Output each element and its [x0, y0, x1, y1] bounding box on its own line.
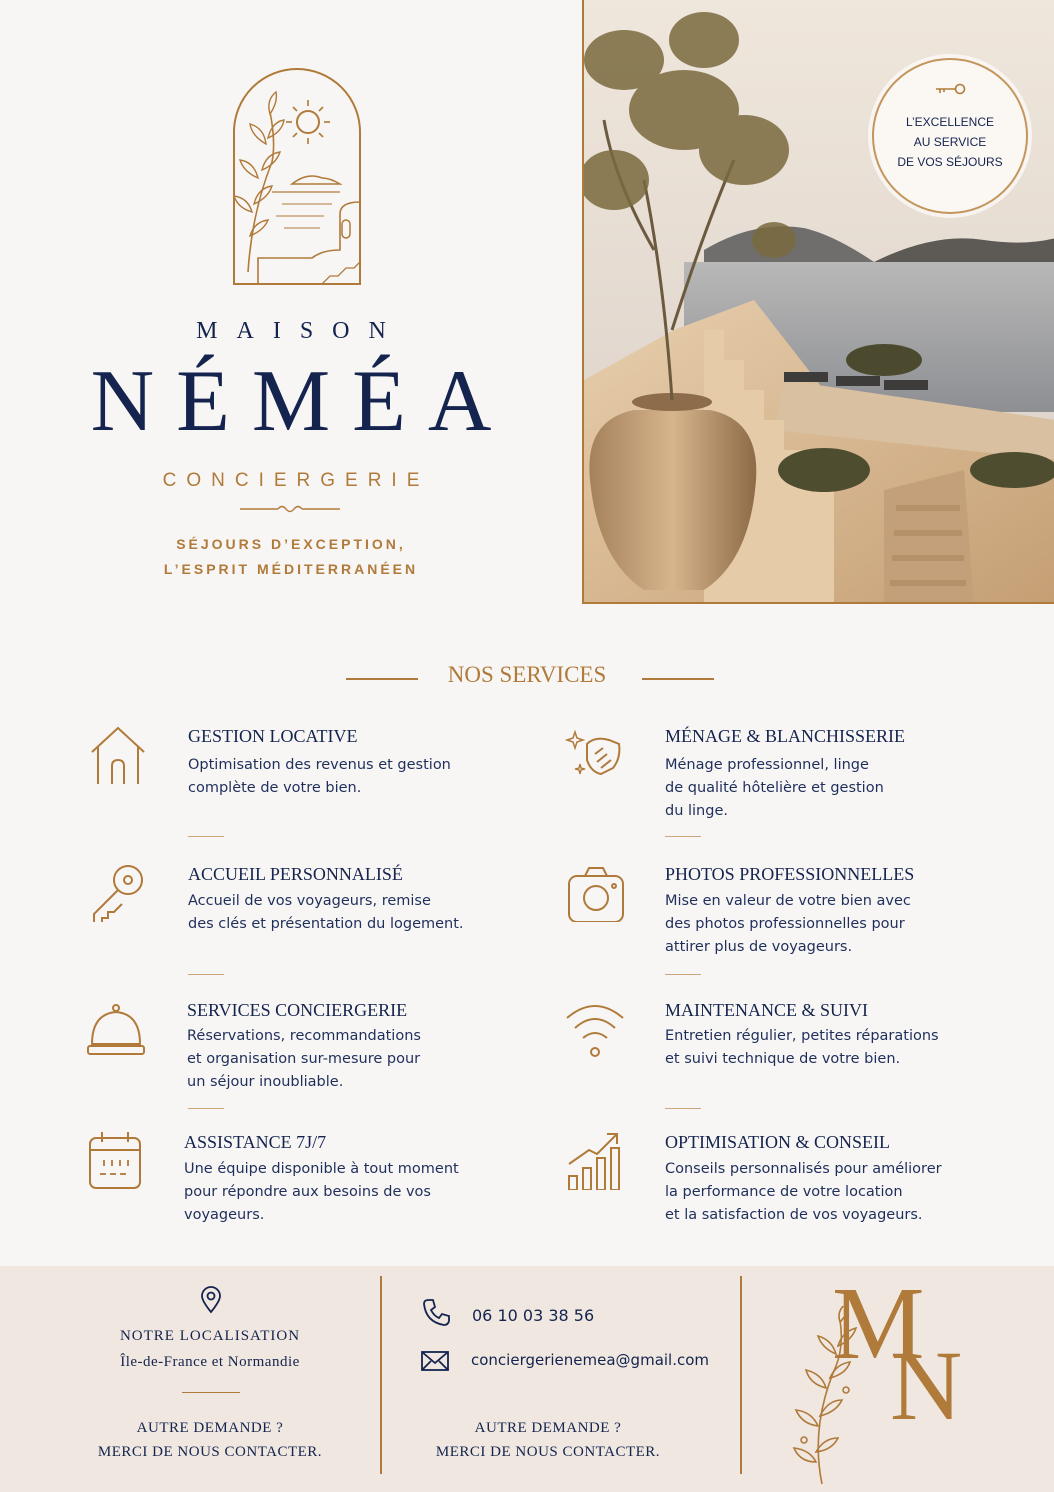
camera-icon: [565, 862, 625, 922]
cleaning-icon: [565, 724, 625, 784]
phone-icon[interactable]: [422, 1298, 450, 1326]
service-title: OPTIMISATION & CONSEIL: [665, 1132, 890, 1152]
tagline: [0, 532, 582, 582]
separator: [188, 1108, 224, 1109]
location-pin-icon: [200, 1286, 222, 1314]
brand-name: NÉMÉA: [90, 353, 514, 450]
wave-ornament-icon: [240, 502, 340, 516]
separator: [188, 836, 224, 837]
monogram-m: M: [832, 1266, 925, 1381]
footer-divider-right: [740, 1276, 742, 1474]
service-item-photos: [565, 862, 985, 962]
service-desc: Une équipe disponible à tout moment pour répondre aux besoins de vos voyageurs.: [184, 1161, 459, 1223]
service-desc: Réservations, recommandations et organisation sur-mesure pour un séjour inoubliable.: [187, 1028, 421, 1090]
badge-text: L’EXCELLENCE AU SERVICE DE VOS SÉJOURS: [897, 115, 1003, 169]
service-item-menage: [565, 724, 985, 824]
service-item-maintenance: [565, 998, 985, 1098]
monogram-logo: [770, 1266, 1030, 1492]
services-heading: [0, 662, 1054, 688]
cloche-icon: [86, 998, 146, 1058]
separator: [665, 836, 701, 837]
contact-cta-right: AUTRE DEMANDE ? MERCI DE NOUS CONTACTER.: [435, 1420, 661, 1460]
footer-separator: [182, 1392, 240, 1393]
service-title: PHOTOS PROFESSIONNELLES: [665, 864, 915, 884]
service-desc: Entretien régulier, petites réparations et suivi technique de votre bien.: [665, 1028, 939, 1067]
service-item-gestion: [88, 724, 488, 814]
service-title: MAINTENANCE & SUIVI: [665, 1000, 868, 1020]
tagline-line-1: SÉJOURS D’EXCEPTION,: [176, 536, 406, 552]
footer-divider-left: [380, 1276, 382, 1474]
excellence-badge: [872, 58, 1028, 214]
calendar-icon: [86, 1130, 146, 1190]
location-value: Île-de-France et Normandie: [120, 1354, 300, 1370]
brand-top-word: MAISON: [196, 318, 405, 344]
location-label: NOTRE LOCALISATION: [119, 1328, 301, 1344]
service-title: ACCUEIL PERSONNALISÉ: [188, 864, 403, 884]
heading-line-left: [346, 678, 418, 680]
email-address[interactable]: conciergerienemea@gmail.com: [471, 1351, 710, 1369]
service-title: GESTION LOCATIVE: [188, 726, 358, 746]
service-item-optimisation: [565, 1130, 985, 1230]
footer: [0, 1266, 1054, 1492]
contact-cta-left: AUTRE DEMANDE ? MERCI DE NOUS CONTACTER.: [97, 1420, 323, 1460]
hero-brand-panel: [0, 0, 582, 640]
growth-chart-icon: [565, 1130, 625, 1190]
service-desc: Ménage professionnel, linge de qualité hôtelière et gestion du linge.: [665, 757, 884, 819]
house-icon: [88, 724, 148, 784]
service-desc: Optimisation des revenus et gestion complète de votre bien.: [188, 757, 451, 796]
service-title: MÉNAGE & BLANCHISSERIE: [665, 726, 906, 746]
phone-number[interactable]: 06 10 03 38 56: [472, 1306, 595, 1325]
service-title: SERVICES CONCIERGERIE: [187, 1000, 408, 1020]
services-title: NOS SERVICES: [447, 662, 607, 687]
email-icon[interactable]: [421, 1350, 449, 1372]
heading-line-right: [642, 678, 714, 680]
service-title: ASSISTANCE 7J/7: [184, 1132, 327, 1152]
separator: [665, 1108, 701, 1109]
service-item-assistance: [86, 1130, 506, 1230]
monogram-n: N: [890, 1330, 963, 1441]
key-icon: [88, 862, 148, 922]
arch-logo-icon: [212, 52, 382, 288]
separator: [665, 974, 701, 975]
separator: [188, 974, 224, 975]
wifi-icon: [565, 998, 625, 1058]
service-desc: Accueil de vos voyageurs, remise des clés et présentation du logement.: [188, 893, 464, 932]
service-item-accueil: [88, 862, 508, 952]
key-icon: [934, 82, 970, 96]
service-desc: Mise en valeur de votre bien avec des photos professionnelles pour attirer plus de voyageurs.: [665, 893, 911, 955]
brand-subtitle: CONCIERGERIE: [162, 470, 430, 491]
service-desc: Conseils personnalisés pour améliorer la performance de votre location et la satisfaction de vos voyageurs.: [665, 1161, 942, 1223]
service-item-conciergerie: [86, 998, 506, 1098]
tagline-line-2: L’ESPRIT MÉDITERRANÉEN: [163, 561, 419, 577]
